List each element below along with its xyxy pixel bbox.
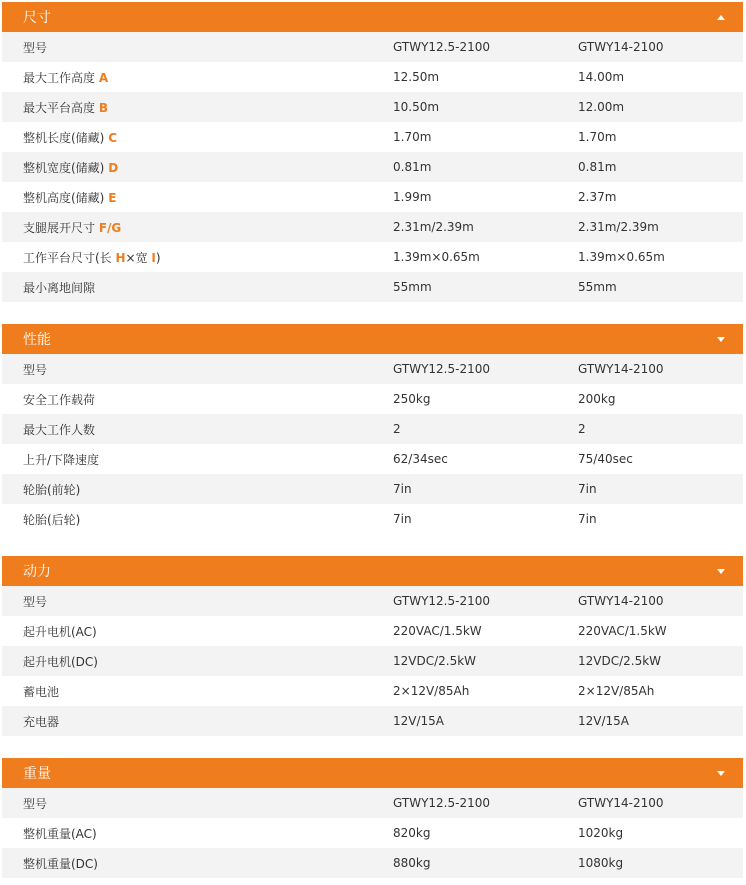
table-row [2,414,743,444]
label-text: ×宽 [125,250,152,265]
value-model-2: 200kg [578,392,616,406]
section-performance [2,324,743,534]
table-row [2,788,743,818]
table-row [2,354,743,384]
spec-label [2,713,372,730]
value-model-2: 2 [578,422,586,436]
table-row [2,272,743,302]
value-model-2: 12V/15A [578,714,629,728]
value-model-2: 12VDC/2.5kW [578,654,662,668]
spec-label [2,511,372,528]
value-model-2: 1.39m×0.65m [578,250,665,264]
value-model-1: GTWY12.5-2100 [393,40,490,54]
spec-label [2,99,372,116]
spec-label [2,451,372,468]
dimension-letter: A [98,70,109,85]
dimension-letter: D [108,160,119,175]
dimension-letter: B [98,100,108,115]
caret-down-icon[interactable] [717,771,725,776]
value-model-1: 7in [393,482,412,496]
table-row [2,212,743,242]
spec-label [2,159,372,176]
spec-label [2,391,372,408]
label-text: 蓄电池 [23,684,60,699]
value-model-2: 75/40sec [578,452,633,466]
table-row [2,586,743,616]
value-model-2: 2.37m [578,190,617,204]
table-row [2,474,743,504]
spec-label [2,189,372,206]
section-title: 性能 [23,332,51,348]
label-text: 整机宽度(储藏) [23,160,109,175]
section-header-power[interactable] [2,556,743,586]
value-model-2: 12.00m [578,100,625,114]
table-row [2,152,743,182]
value-model-2: GTWY14-2100 [578,40,664,54]
label-text: 最大工作高度 [23,70,99,85]
label-text: 最大平台高度 [23,100,99,115]
label-text: 安全工作载荷 [23,392,96,407]
value-model-1: 10.50m [393,100,440,114]
label-text: 工作平台尺寸(长 [23,250,116,265]
section-title: 尺寸 [23,10,51,26]
label-text: 轮胎(后轮) [23,512,81,527]
label-text: 整机重量(DC) [23,856,98,871]
label-text: 型号 [23,40,48,55]
dimension-letter: I [151,250,156,265]
value-model-1: 55mm [393,280,432,294]
value-model-1: 1.39m×0.65m [393,250,480,264]
label-text: 最大工作人数 [23,422,96,437]
label-text: 起升电机(DC) [23,654,98,669]
value-model-2: 2×12V/85Ah [578,684,655,698]
label-text: 起升电机(AC) [23,624,97,639]
label-text: 轮胎(前轮) [23,482,81,497]
table-row [2,182,743,212]
label-text: 上升/下降速度 [23,452,100,467]
section-dimensions [2,2,743,302]
label-text: 最小离地间隙 [23,280,96,295]
caret-down-icon[interactable] [717,569,725,574]
spec-label [2,855,372,872]
value-model-2: GTWY14-2100 [578,796,664,810]
table-row [2,242,743,272]
section-power [2,556,743,736]
value-model-2: 7in [578,512,597,526]
label-text: 充电器 [23,714,60,729]
spec-label [2,129,372,146]
value-model-1: 820kg [393,826,431,840]
dimension-letter: F/G [98,220,122,235]
label-text: 型号 [23,362,48,377]
value-model-2: 0.81m [578,160,617,174]
value-model-1: 220VAC/1.5kW [393,624,482,638]
dimension-letter: E [108,190,117,205]
table-row [2,848,743,878]
value-model-1: GTWY12.5-2100 [393,594,490,608]
value-model-2: 55mm [578,280,617,294]
label-text: 整机长度(储藏) [23,130,109,145]
table-row [2,676,743,706]
section-header-performance[interactable] [2,324,743,354]
caret-down-icon[interactable] [717,337,725,342]
label-text: 整机重量(AC) [23,826,97,841]
label-text: ) [155,250,161,265]
value-model-2: 1.70m [578,130,617,144]
value-model-1: 0.81m [393,160,432,174]
table-row [2,706,743,736]
value-model-1: 2×12V/85Ah [393,684,470,698]
label-text: 整机高度(储藏) [23,190,109,205]
spec-label [2,69,372,86]
dimension-letter: C [108,130,117,145]
table-row [2,92,743,122]
value-model-1: 880kg [393,856,431,870]
spec-label [2,361,372,378]
section-title: 重量 [23,766,51,782]
spec-label [2,825,372,842]
table-row [2,616,743,646]
spec-label [2,279,372,296]
section-title: 动力 [23,564,51,580]
spec-label [2,593,372,610]
section-header-dimensions[interactable] [2,2,743,32]
spec-label [2,219,372,236]
value-model-2: 1080kg [578,856,624,870]
value-model-1: 1.70m [393,130,432,144]
label-text: 型号 [23,594,48,609]
spec-label [2,653,372,670]
table-row [2,646,743,676]
value-model-1: 12.50m [393,70,440,84]
value-model-1: 62/34sec [393,452,448,466]
table-row [2,818,743,848]
spec-label [2,39,372,56]
spec-label [2,421,372,438]
value-model-2: 14.00m [578,70,625,84]
spec-label [2,623,372,640]
value-model-1: 2 [393,422,401,436]
table-row [2,384,743,414]
value-model-1: GTWY12.5-2100 [393,362,490,376]
spec-label [2,249,372,266]
dimension-letter: H [115,250,126,265]
value-model-2: 1020kg [578,826,624,840]
spec-label [2,795,372,812]
section-weight [2,758,743,878]
value-model-1: 2.31m/2.39m [393,220,474,234]
label-text: 支腿展开尺寸 [23,220,99,235]
value-model-2: 220VAC/1.5kW [578,624,667,638]
value-model-2: GTWY14-2100 [578,594,664,608]
table-row [2,504,743,534]
caret-up-icon[interactable] [717,15,725,20]
label-text: 型号 [23,796,48,811]
table-row [2,62,743,92]
value-model-2: 2.31m/2.39m [578,220,659,234]
spec-label [2,683,372,700]
value-model-1: 7in [393,512,412,526]
spec-label [2,481,372,498]
value-model-2: GTWY14-2100 [578,362,664,376]
table-row [2,32,743,62]
value-model-1: 1.99m [393,190,432,204]
value-model-1: 12VDC/2.5kW [393,654,477,668]
value-model-1: 12V/15A [393,714,444,728]
value-model-1: 250kg [393,392,431,406]
table-row [2,444,743,474]
table-row [2,122,743,152]
value-model-1: GTWY12.5-2100 [393,796,490,810]
section-header-weight[interactable] [2,758,743,788]
value-model-2: 7in [578,482,597,496]
